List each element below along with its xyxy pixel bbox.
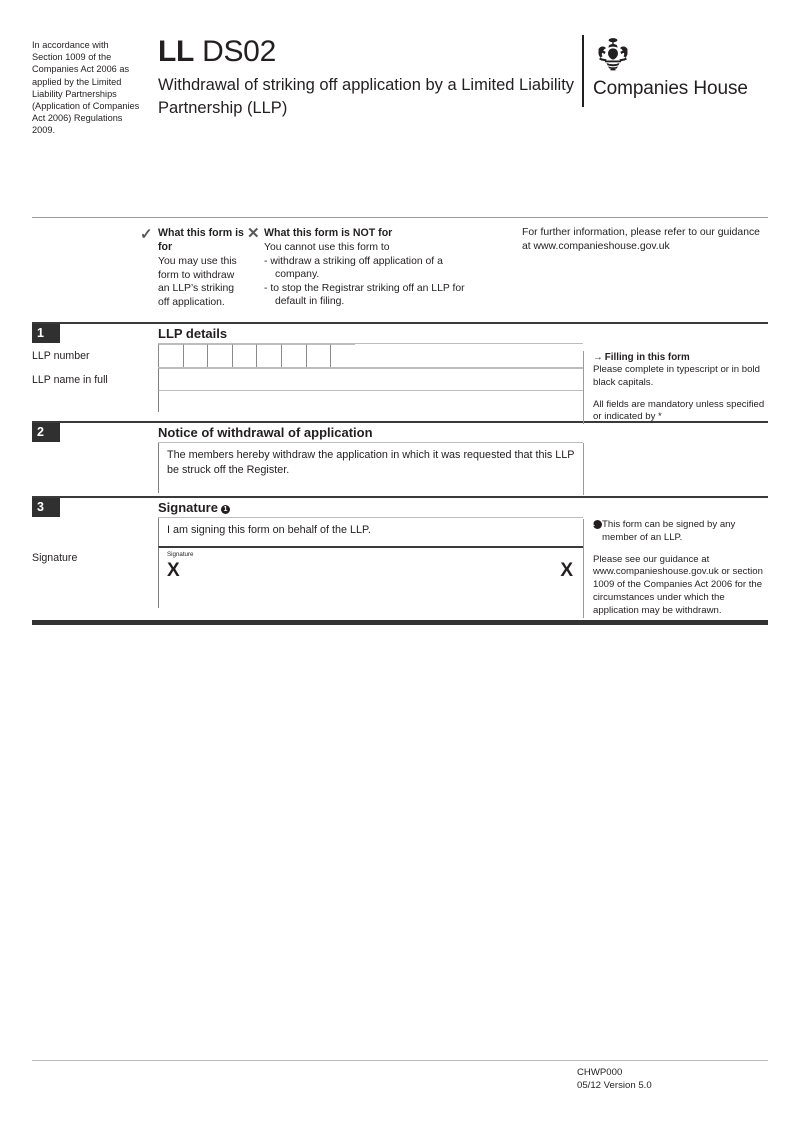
- companies-house-logo: [582, 35, 768, 107]
- section3-bar: [32, 498, 768, 517]
- guidance-notfor-item: - withdraw a striking off application of a company.: [264, 255, 443, 281]
- llp-number-char[interactable]: [207, 344, 232, 367]
- cross-icon: ✕: [247, 225, 260, 242]
- llp-number-char[interactable]: [183, 344, 208, 367]
- footer-reference: [577, 1067, 768, 1092]
- page-title: Withdrawal of striking off application by a Limited Liability Partnership (LLP): [158, 76, 575, 117]
- companies-house-wordmark: Companies House: [593, 78, 748, 99]
- form-code: [158, 35, 578, 69]
- guidance-for-body: You may use this form to withdraw an LLP’s striking off application.: [158, 256, 237, 308]
- llp-number-label: LLP number: [32, 350, 90, 362]
- royal-crest-icon: [593, 37, 633, 71]
- section1-notes: [583, 351, 768, 424]
- llp-name-label: LLP name in full: [32, 374, 108, 386]
- legal-accordance-note: In accordance with Section 1009 of the Companies Act 2006 as applied by the Limited Liability Partnerships (Application of Companies Act 2006) Regulations 2009.: [32, 40, 140, 136]
- section1-notes-heading: [593, 351, 768, 364]
- llp-name-input-line2[interactable]: [158, 390, 583, 412]
- info-marker-icon: 1: [593, 520, 602, 529]
- section2-bar: [32, 423, 768, 442]
- signature-input[interactable]: [158, 546, 583, 608]
- footer-version: 05/12 Version 5.0: [577, 1079, 652, 1091]
- guidance-further-body: For further information, please refer to our guidance at www.companieshouse.gov.uk: [522, 227, 760, 252]
- section-notice-of-withdrawal: [32, 423, 768, 496]
- form-page: [32, 35, 768, 1075]
- signing-statement-box: [158, 518, 583, 546]
- guidance-what-form-is-for: [32, 226, 246, 322]
- page-footer: [32, 1060, 768, 1092]
- llp-number-char[interactable]: [158, 344, 183, 367]
- form-header: [32, 35, 768, 217]
- section-llp-details: [32, 324, 768, 423]
- footer-rule: [32, 1060, 768, 1061]
- form-code-prefix: LL: [158, 35, 195, 68]
- withdrawal-statement-box: [158, 443, 583, 493]
- form-bottom-rule: [32, 620, 768, 625]
- section1-number: 1: [32, 324, 60, 343]
- guidance-notfor-item: - to stop the Registrar striking off an LLP for default in filing.: [264, 282, 465, 308]
- signature-caption: Signature: [167, 551, 194, 558]
- footer-doc-code: CHWP000: [577, 1067, 623, 1078]
- llp-number-char[interactable]: [256, 344, 281, 367]
- section3-note-text: This form can be signed by any member of an LLP.: [602, 519, 736, 543]
- section2-empty-label: [32, 443, 158, 493]
- llp-name-input-line1[interactable]: [158, 368, 583, 390]
- guidance-row: [32, 218, 768, 322]
- llp-number-char[interactable]: [330, 344, 355, 367]
- section1-bar: [32, 324, 768, 343]
- guidance-notfor-heading: What this form is NOT for: [264, 227, 393, 239]
- section1-title: LLP details: [158, 326, 228, 341]
- signature-x-mark-right: X: [560, 560, 573, 581]
- llp-number-char[interactable]: [281, 344, 306, 367]
- section3-number: 3: [32, 498, 60, 517]
- section3-notes: [583, 519, 768, 618]
- llp-number-char[interactable]: [232, 344, 257, 367]
- guidance-for-heading: What this form is for: [158, 227, 244, 253]
- section3-note-paragraph: Please see our guidance at www.companieshouse.gov.uk or section 1009 of the Companies Act 2006 for the circumstances under which the application may be withdrawn.: [593, 553, 763, 616]
- signature-x-mark-left: X: [167, 560, 180, 581]
- info-marker-icon: 1: [221, 505, 230, 514]
- guidance-notfor-body: [264, 241, 478, 309]
- title-block: [158, 35, 578, 120]
- tick-icon: ✓: [140, 226, 153, 243]
- section-signature: [32, 498, 768, 620]
- guidance-further-information: [478, 226, 768, 322]
- section2-number: 2: [32, 423, 60, 442]
- section3-title-text: Signature: [158, 500, 218, 515]
- section1-note-paragraph: All fields are mandatory unless specified or indicated by *: [593, 398, 765, 423]
- section3-empty-label: [32, 518, 158, 546]
- section2-notes: [583, 443, 768, 495]
- guidance-notfor-intro: You cannot use this form to: [264, 242, 390, 253]
- section2-title: Notice of withdrawal of application: [158, 425, 373, 440]
- section1-note-paragraph: Please complete in typescript or in bold black capitals.: [593, 364, 760, 388]
- withdrawal-statement-text: The members hereby withdraw the application in which it was requested that this LLP be struck off the Register.: [167, 449, 575, 476]
- guidance-what-form-is-not-for: [246, 226, 478, 322]
- form-code-suffix: DS02: [202, 35, 276, 68]
- arrow-right-icon: →: [593, 352, 603, 363]
- section1-notes-heading-text: Filling in this form: [604, 352, 690, 363]
- section3-note-paragraph: [593, 519, 768, 545]
- signature-label: Signature: [32, 552, 78, 564]
- section3-title: [158, 498, 230, 517]
- llp-number-char[interactable]: [306, 344, 331, 367]
- signing-statement-text: I am signing this form on behalf of the LLP.: [167, 524, 371, 536]
